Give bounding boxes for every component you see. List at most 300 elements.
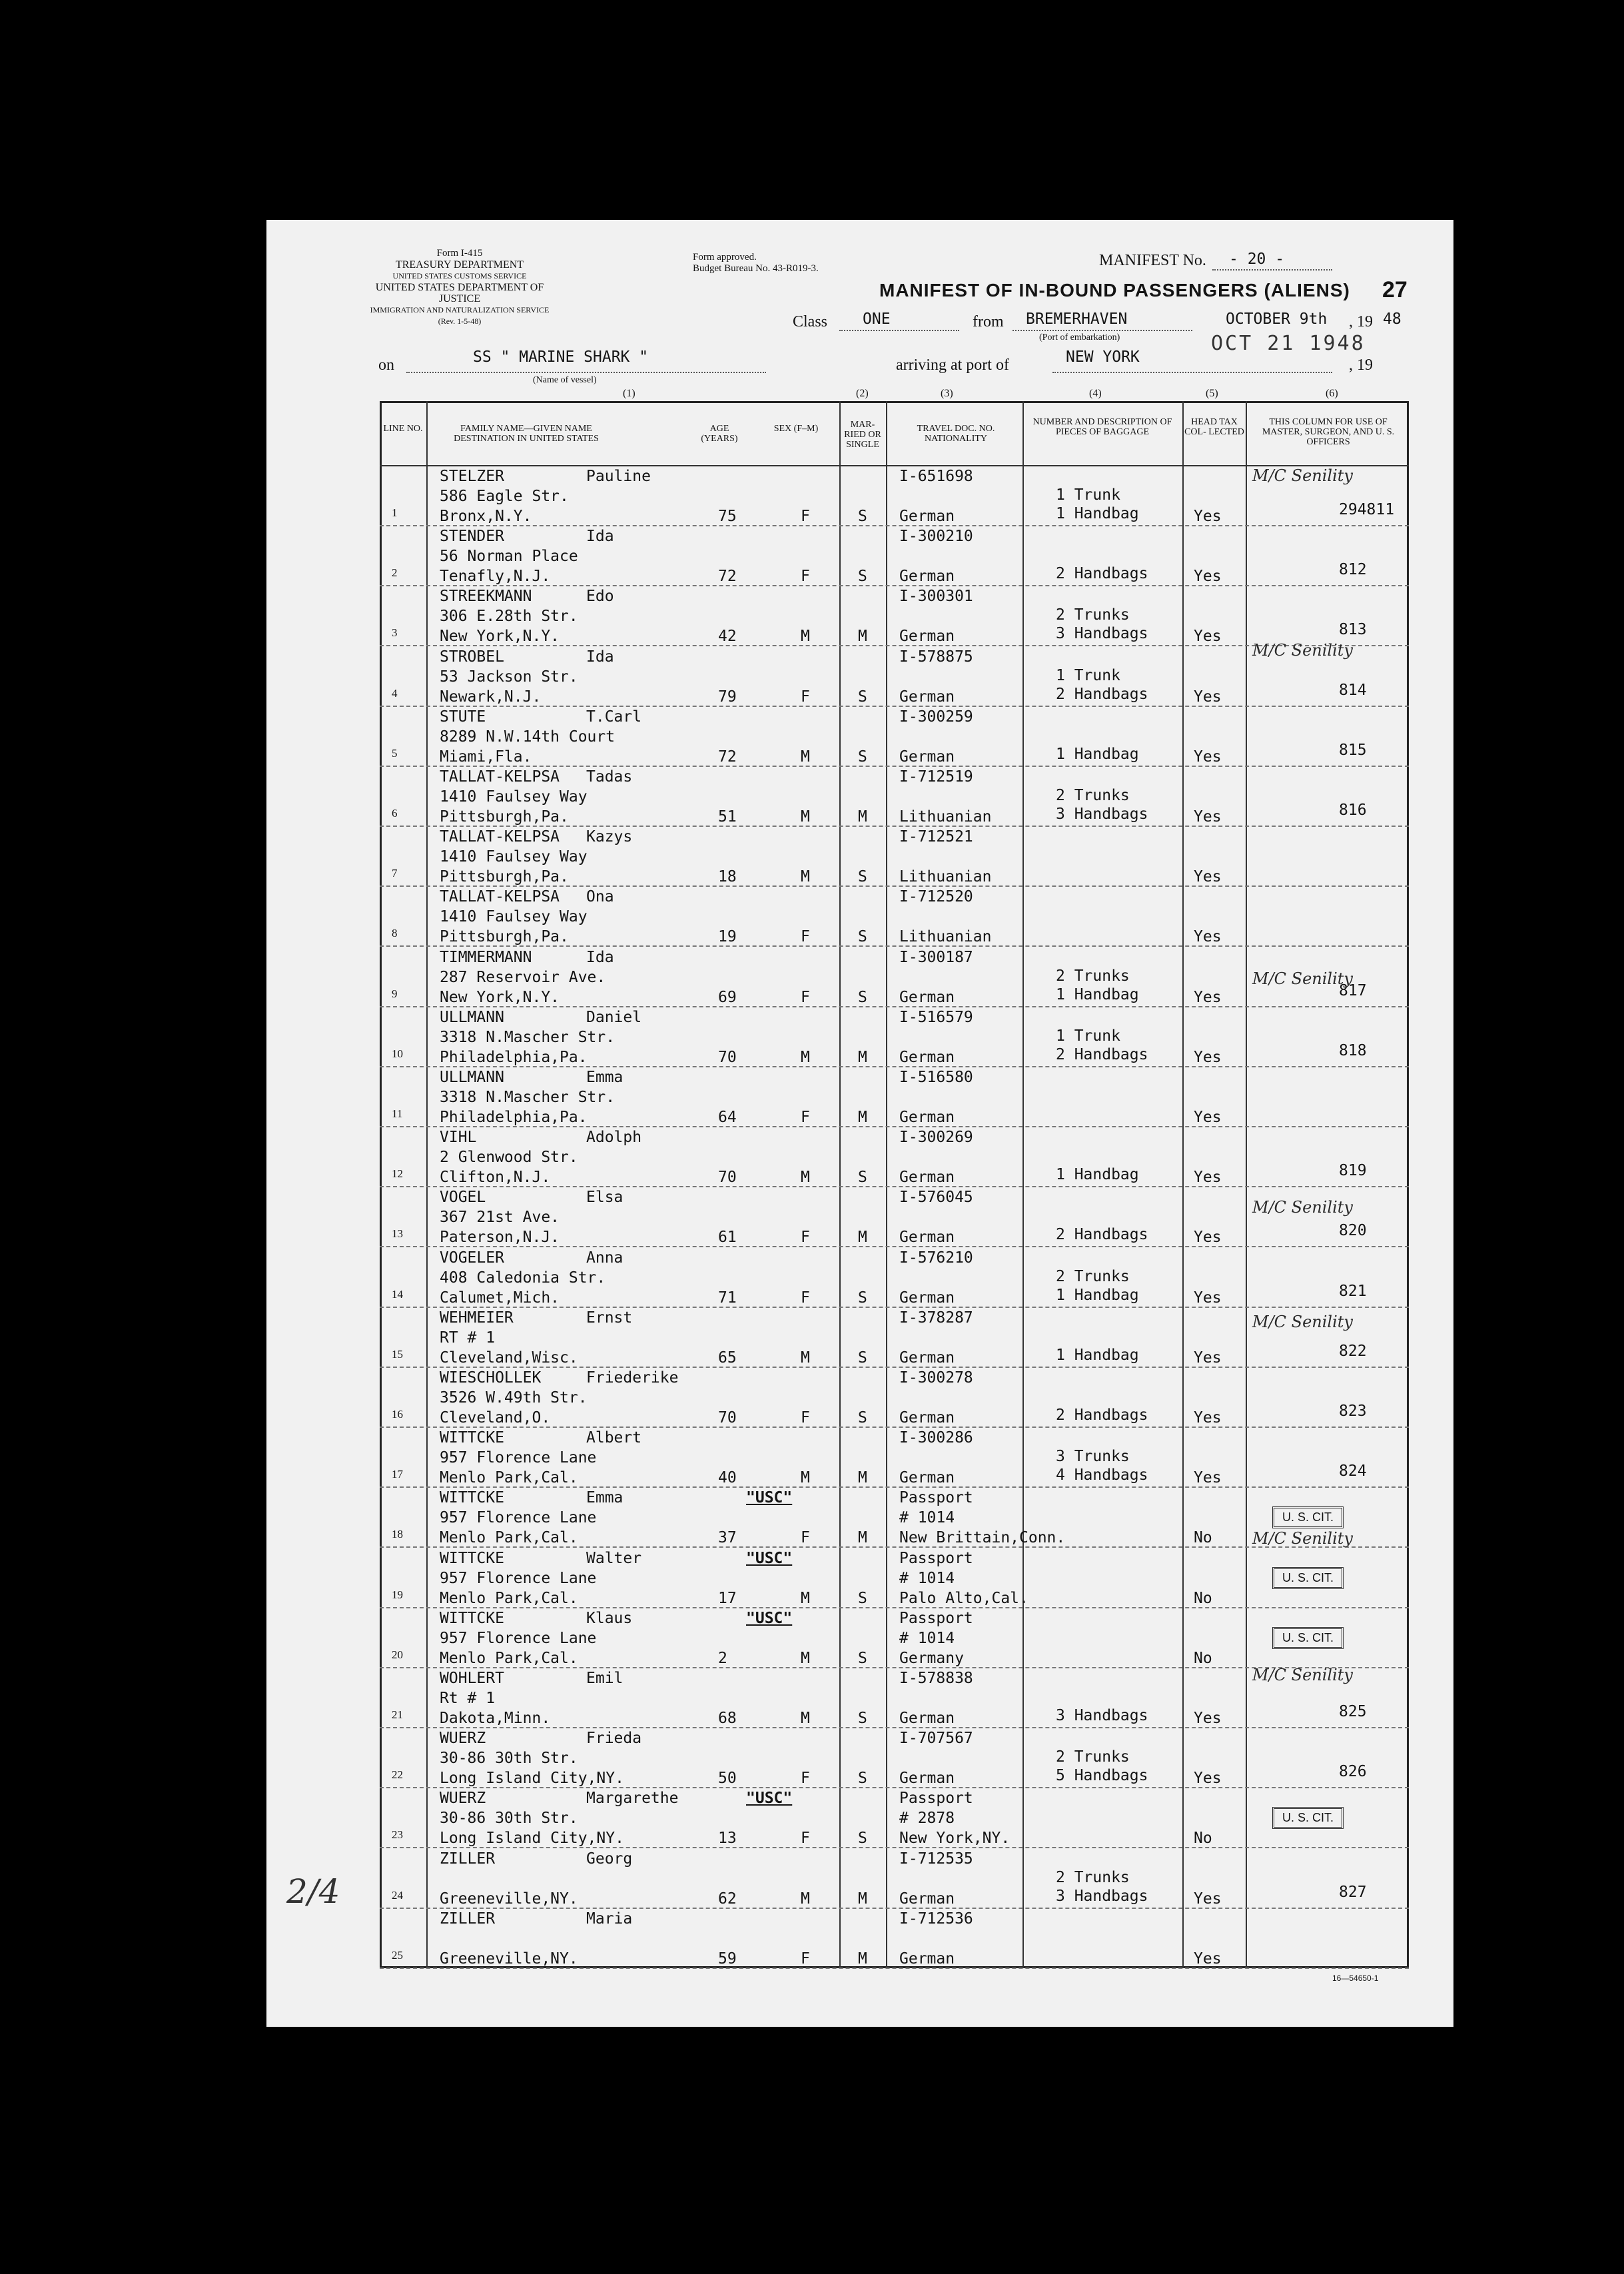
head-tax: Yes [1194, 1289, 1222, 1307]
officer-number: 825 [1339, 1703, 1367, 1720]
city: Pittsburgh,Pa. [440, 928, 569, 946]
nationality: Palo Alto,Cal. [899, 1589, 1028, 1607]
officer-number: 821 [1339, 1282, 1367, 1300]
head-tax: Yes [1194, 508, 1222, 525]
line-number: 12 [392, 1167, 403, 1181]
travel-doc: I-300278 [899, 1369, 973, 1387]
dept-treasury-sub: UNITED STATES CUSTOMS SERVICE [392, 271, 527, 281]
sex: F [801, 688, 810, 706]
sex: M [801, 1589, 810, 1607]
given-name: Emma [586, 1489, 623, 1507]
table-row [380, 887, 1409, 947]
class-dots [839, 330, 959, 331]
baggage-2: 3 Handbags [1056, 1707, 1148, 1724]
city: New York,N.Y. [440, 988, 560, 1006]
date-value: OCTOBER 9th [1226, 310, 1328, 328]
given-name: Margarethe [586, 1790, 679, 1808]
marital-status: S [858, 1409, 867, 1426]
table-row [380, 1909, 1409, 1969]
nationality: German [899, 1289, 955, 1307]
family-name: ULLMANN [440, 1008, 504, 1026]
city: Calumet,Mich. [440, 1289, 560, 1307]
row-separator [380, 1968, 1409, 1969]
col-header-officers: THIS COLUMN FOR USE OF MASTER, SURGEON, AND U. S. OFFICERS [1262, 417, 1395, 447]
age: 37 [718, 1529, 737, 1547]
travel-doc: I-516580 [899, 1069, 973, 1086]
family-name: WITTCKE [440, 1549, 504, 1567]
sex: M [801, 1469, 810, 1487]
dept-justice: UNITED STATES DEPARTMENT OF JUSTICE [375, 282, 544, 304]
family-name: STREEKMANN [440, 588, 532, 606]
marital-status: S [858, 1710, 867, 1727]
col-header-line-no: LINE NO. [383, 424, 423, 434]
from-value: BREMERHAVEN [1026, 310, 1128, 328]
table-row [380, 1548, 1409, 1608]
nationality: German [899, 508, 955, 525]
nationality: German [899, 628, 955, 646]
line-number: 24 [392, 1888, 403, 1902]
address: 56 Norman Place [440, 548, 578, 566]
corner-number: 27 [1382, 277, 1408, 302]
marital-status: S [858, 1830, 867, 1848]
footer-code: 16—54650-1 [1332, 1974, 1379, 1983]
address: 957 Florence Lane [440, 1569, 597, 1587]
column-number-6: (6) [1326, 388, 1338, 399]
city: Paterson,N.J. [440, 1229, 560, 1247]
city: Long Island City,NY. [440, 1770, 624, 1788]
travel-doc: Passport [899, 1489, 973, 1507]
nationality: German [899, 568, 955, 586]
form-revision: (Rev. 1-5-48) [438, 316, 482, 326]
us-citizen-stamp: U. S. CIT. [1272, 1627, 1344, 1649]
given-name: Ida [586, 528, 614, 546]
travel-doc: I-712521 [899, 828, 973, 846]
marital-status: M [858, 1950, 867, 1968]
nationality: German [899, 1890, 955, 1908]
address: 408 Caledonia Str. [440, 1269, 606, 1287]
head-tax: Yes [1194, 928, 1222, 946]
travel-doc-2: # 2878 [899, 1810, 955, 1828]
address: 1410 Faulsey Way [440, 848, 588, 866]
nationality: German [899, 1950, 955, 1968]
embark-note: (Port of embarkation) [1039, 332, 1120, 342]
manifest-no-label: MANIFEST No. [1099, 252, 1206, 269]
sex: M [801, 1169, 810, 1187]
city: Cleveland,Wisc. [440, 1349, 578, 1367]
line-number: 10 [392, 1047, 403, 1060]
vessel-note: (Name of vessel) [533, 375, 597, 385]
column-number-1: (1) [623, 388, 635, 399]
age: 17 [718, 1589, 737, 1607]
family-name: STENDER [440, 528, 504, 546]
family-name: VOGELER [440, 1249, 504, 1267]
line-number: 16 [392, 1408, 403, 1421]
handwritten-note: M/C Senility [1252, 1529, 1353, 1548]
city: Miami,Fla. [440, 748, 532, 766]
sex: M [801, 1890, 810, 1908]
travel-doc: I-300210 [899, 528, 973, 546]
dept-treasury: TREASURY DEPARTMENT [395, 259, 524, 271]
age: 72 [718, 748, 737, 766]
officer-number: 827 [1339, 1883, 1367, 1901]
handwritten-note: M/C Senility [1252, 1666, 1353, 1684]
col-header-married: MAR- RIED OR SINGLE [844, 420, 881, 450]
baggage-2: 1 Handbag [1056, 1286, 1139, 1304]
head-tax: Yes [1194, 1349, 1222, 1367]
nationality: German [899, 1349, 955, 1367]
given-name: Frieda [586, 1730, 642, 1748]
address: 1410 Faulsey Way [440, 908, 588, 926]
city: Menlo Park,Cal. [440, 1649, 578, 1667]
age: 62 [718, 1890, 737, 1908]
travel-doc: I-300187 [899, 948, 973, 966]
travel-doc-2: # 1014 [899, 1569, 955, 1587]
travel-doc: I-300286 [899, 1429, 973, 1447]
table-row [380, 1428, 1409, 1488]
age: 50 [718, 1770, 737, 1788]
budget-text: Budget Bureau No. 43-R019-3. [693, 263, 819, 274]
baggage-2: 2 Handbags [1056, 1045, 1148, 1063]
baggage-2: 2 Handbags [1056, 1407, 1148, 1424]
baggage-2: 3 Handbags [1056, 806, 1148, 823]
given-name: Maria [586, 1910, 633, 1928]
nationality: Lithuanian [899, 808, 992, 826]
given-name: Walter [586, 1549, 642, 1567]
travel-doc: I-300301 [899, 588, 973, 606]
line-number: 9 [392, 987, 398, 1000]
baggage-1: 2 Trunks [1056, 787, 1130, 804]
officer-number: 814 [1339, 681, 1367, 699]
baggage-1: 2 Trunks [1056, 606, 1130, 624]
city: New York,N.Y. [440, 628, 560, 646]
officer-number: 823 [1339, 1403, 1367, 1420]
head-tax: No [1194, 1589, 1212, 1607]
age: 59 [718, 1950, 737, 1968]
line-number: 13 [392, 1227, 403, 1241]
given-name: Elsa [586, 1189, 623, 1207]
travel-doc: Passport [899, 1790, 973, 1808]
year-prefix: , 19 [1349, 313, 1373, 330]
nationality: German [899, 1229, 955, 1247]
line-number: 20 [392, 1648, 403, 1661]
address: 3318 N.Mascher Str. [440, 1028, 615, 1046]
family-name: VIHL [440, 1129, 477, 1147]
officer-number: 820 [1339, 1222, 1367, 1240]
travel-doc: I-378287 [899, 1309, 973, 1327]
line-number: 1 [392, 506, 398, 519]
city: Philadelphia,Pa. [440, 1109, 588, 1126]
travel-doc: I-578838 [899, 1670, 973, 1687]
usc-mark: "USC" [746, 1489, 793, 1507]
head-tax: No [1194, 1830, 1212, 1848]
city: Greeneville,NY. [440, 1890, 578, 1908]
line-number: 6 [392, 807, 398, 820]
table-row [380, 1248, 1409, 1308]
age: 79 [718, 688, 737, 706]
nationality: German [899, 688, 955, 706]
address: 367 21st Ave. [440, 1209, 560, 1227]
city: Bronx,N.Y. [440, 508, 532, 525]
col-header-head-tax: HEAD TAX COL- LECTED [1184, 417, 1244, 437]
sex: M [801, 1349, 810, 1367]
city: Dakota,Minn. [440, 1710, 551, 1727]
officer-number: 818 [1339, 1041, 1367, 1059]
age: 51 [718, 808, 737, 826]
given-name: Daniel [586, 1008, 642, 1026]
table-row [380, 1007, 1409, 1067]
baggage-1: 2 Trunks [1056, 1868, 1130, 1886]
nationality: German [899, 1048, 955, 1066]
given-name: Ernst [586, 1309, 633, 1327]
table-row [380, 1368, 1409, 1428]
age: 42 [718, 628, 737, 646]
column-number-3: (3) [941, 388, 953, 399]
line-number: 21 [392, 1708, 403, 1721]
travel-doc: I-712520 [899, 888, 973, 906]
usc-mark: "USC" [746, 1549, 793, 1567]
line-number: 14 [392, 1287, 403, 1301]
handwritten-note: M/C Senility [1252, 1313, 1353, 1331]
head-tax: Yes [1194, 1890, 1222, 1908]
column-number-2: (2) [856, 388, 869, 399]
age: 70 [718, 1048, 737, 1066]
marital-status: S [858, 1589, 867, 1607]
family-name: TALLAT-KELPSA [440, 768, 560, 786]
line-number: 8 [392, 927, 398, 940]
nationality: Germany [899, 1649, 964, 1667]
address: 306 E.28th Str. [440, 608, 578, 626]
baggage-2: 2 Handbags [1056, 685, 1148, 703]
table-row [380, 1608, 1409, 1668]
city: Long Island City,NY. [440, 1830, 624, 1848]
port-dots [1052, 372, 1332, 373]
address: RT # 1 [440, 1329, 496, 1347]
travel-doc: I-707567 [899, 1730, 973, 1748]
head-tax: Yes [1194, 628, 1222, 646]
handwritten-note: M/C Senility [1252, 969, 1353, 988]
officer-number: 294811 [1339, 501, 1395, 518]
nationality: German [899, 988, 955, 1006]
head-tax: Yes [1194, 1409, 1222, 1426]
nationality: Lithuanian [899, 868, 992, 886]
given-name: Ida [586, 948, 614, 966]
given-name: Emil [586, 1670, 623, 1687]
city: Newark,N.J. [440, 688, 542, 706]
address: 586 Eagle Str. [440, 488, 569, 505]
baggage-2: 1 Handbag [1056, 1346, 1139, 1364]
city: Pittsburgh,Pa. [440, 808, 569, 826]
address: 2 Glenwood Str. [440, 1149, 578, 1167]
marital-status: S [858, 868, 867, 886]
baggage-2: 1 Handbag [1056, 505, 1139, 522]
given-name: Albert [586, 1429, 642, 1447]
port-value: NEW YORK [1066, 348, 1140, 366]
class-label: Class [793, 313, 828, 330]
approval-text: Form approved. [693, 252, 757, 263]
page-title: MANIFEST OF IN-BOUND PASSENGERS (ALIENS) [879, 280, 1350, 300]
handwritten-note: M/C Senility [1252, 466, 1353, 485]
marital-status: S [858, 928, 867, 946]
arrival-date-stamp: OCT 21 1948 [1211, 332, 1366, 355]
given-name: Georg [586, 1850, 633, 1868]
marital-status: S [858, 1169, 867, 1187]
line-number: 7 [392, 867, 398, 880]
table-row [380, 1728, 1409, 1788]
travel-doc: I-576045 [899, 1189, 973, 1207]
head-tax: Yes [1194, 1950, 1222, 1968]
marital-status: M [858, 1229, 867, 1247]
arriving-label: arriving at port of [896, 356, 1009, 374]
manifest-page [266, 220, 1453, 2027]
age: 64 [718, 1109, 737, 1126]
marital-status: S [858, 568, 867, 586]
handwritten-note: M/C Senility [1252, 641, 1353, 660]
given-name: Anna [586, 1249, 623, 1267]
on-label: on [378, 356, 394, 374]
marital-status: S [858, 688, 867, 706]
nationality: German [899, 1169, 955, 1187]
nationality: New Brittain,Conn. [899, 1529, 1066, 1547]
head-tax: Yes [1194, 1109, 1222, 1126]
travel-doc-2: # 1014 [899, 1629, 955, 1647]
table-row [380, 1127, 1409, 1187]
given-name: Klaus [586, 1609, 633, 1627]
sex: M [801, 1048, 810, 1066]
age: 13 [718, 1830, 737, 1848]
line-number: 22 [392, 1768, 403, 1782]
family-name: WUERZ [440, 1730, 486, 1748]
head-tax: Yes [1194, 988, 1222, 1006]
line-number: 4 [392, 686, 398, 700]
address: 53 Jackson Str. [440, 668, 578, 686]
officer-number: 815 [1339, 741, 1367, 759]
handwritten-note: M/C Senility [1252, 1198, 1353, 1217]
nationality: German [899, 1409, 955, 1426]
marital-status: S [858, 1649, 867, 1667]
column-number-5: (5) [1206, 388, 1218, 399]
form-header-left [360, 248, 560, 327]
table-row [380, 586, 1409, 646]
form-number: Form I-415 [436, 248, 483, 259]
officer-number: 812 [1339, 561, 1367, 579]
us-citizen-stamp: U. S. CIT. [1272, 1567, 1344, 1589]
travel-doc: Passport [899, 1609, 973, 1627]
line-number: 18 [392, 1528, 403, 1541]
col-header-age: AGE (YEARS) [701, 424, 738, 444]
baggage-2: 1 Handbag [1056, 985, 1139, 1003]
address: 30-86 30th Str. [440, 1810, 578, 1828]
baggage-1: 2 Trunks [1056, 1267, 1130, 1285]
baggage-2: 2 Handbags [1056, 565, 1148, 583]
from-label: from [973, 313, 1004, 330]
col-header-sex: SEX (F–M) [773, 424, 819, 434]
marital-status: S [858, 748, 867, 766]
age: 69 [718, 988, 737, 1006]
address: 957 Florence Lane [440, 1449, 597, 1467]
city: Menlo Park,Cal. [440, 1529, 578, 1547]
baggage-1: 1 Trunk [1056, 486, 1120, 504]
table-row [380, 767, 1409, 827]
line-number: 3 [392, 626, 398, 640]
baggage-1: 2 Trunks [1056, 967, 1130, 985]
head-tax: Yes [1194, 1048, 1222, 1066]
city: Philadelphia,Pa. [440, 1048, 588, 1066]
table-row [380, 707, 1409, 767]
family-name: WEHMEIER [440, 1309, 514, 1327]
sex: M [801, 808, 810, 826]
sex: M [801, 628, 810, 646]
age: 19 [718, 928, 737, 946]
officer-number: 826 [1339, 1763, 1367, 1781]
nationality: German [899, 1710, 955, 1727]
baggage-2: 1 Handbag [1056, 745, 1139, 763]
form-approval [693, 252, 819, 275]
nationality: German [899, 1109, 955, 1126]
family-name: WUERZ [440, 1790, 486, 1808]
sex: F [801, 928, 810, 946]
marital-status: S [858, 1770, 867, 1788]
marital-status: M [858, 1890, 867, 1908]
baggage-1: 1 Trunk [1056, 1027, 1120, 1045]
sex: F [801, 1830, 810, 1848]
nationality: German [899, 748, 955, 766]
officer-number: 817 [1339, 981, 1367, 999]
given-name: Kazys [586, 828, 633, 846]
marital-status: M [858, 1529, 867, 1547]
family-name: TALLAT-KELPSA [440, 828, 560, 846]
family-name: TALLAT-KELPSA [440, 888, 560, 906]
dept-justice-sub: IMMIGRATION AND NATURALIZATION SERVICE [370, 305, 550, 314]
column-number-4: (4) [1089, 388, 1102, 399]
line-number: 15 [392, 1347, 403, 1361]
marital-status: S [858, 1289, 867, 1307]
line-number: 19 [392, 1588, 403, 1601]
travel-doc: Passport [899, 1549, 973, 1567]
table-row [380, 1067, 1409, 1127]
travel-doc: I-578875 [899, 648, 973, 666]
age: 75 [718, 508, 737, 525]
col-header-travel: TRAVEL DOC. NO. NATIONALITY [917, 424, 995, 444]
arrive-year-prefix: , 19 [1349, 356, 1373, 374]
usc-mark: "USC" [746, 1609, 793, 1627]
nationality: German [899, 1469, 955, 1487]
age: 71 [718, 1289, 737, 1307]
baggage-2: 4 Handbags [1056, 1466, 1148, 1484]
sex: F [801, 1289, 810, 1307]
line-number: 23 [392, 1828, 403, 1842]
given-name: T.Carl [586, 708, 642, 726]
travel-doc: I-712519 [899, 768, 973, 786]
officer-number: 819 [1339, 1162, 1367, 1180]
address: 287 Reservoir Ave. [440, 968, 606, 986]
head-tax: Yes [1194, 808, 1222, 826]
given-name: Edo [586, 588, 614, 606]
table-row [380, 526, 1409, 586]
baggage-1: 1 Trunk [1056, 666, 1120, 684]
baggage-2: 3 Handbags [1056, 1887, 1148, 1905]
age: 65 [718, 1349, 737, 1367]
vessel-value: SS " MARINE SHARK " [473, 348, 649, 366]
family-name: WOHLERT [440, 1670, 504, 1687]
sex: M [801, 1710, 810, 1727]
travel-doc: I-651698 [899, 468, 973, 485]
city: Greeneville,NY. [440, 1950, 578, 1968]
baggage-2: 1 Handbag [1056, 1166, 1139, 1184]
marital-status: M [858, 808, 867, 826]
table-row [380, 1788, 1409, 1848]
sex: F [801, 508, 810, 525]
age: 18 [718, 868, 737, 886]
